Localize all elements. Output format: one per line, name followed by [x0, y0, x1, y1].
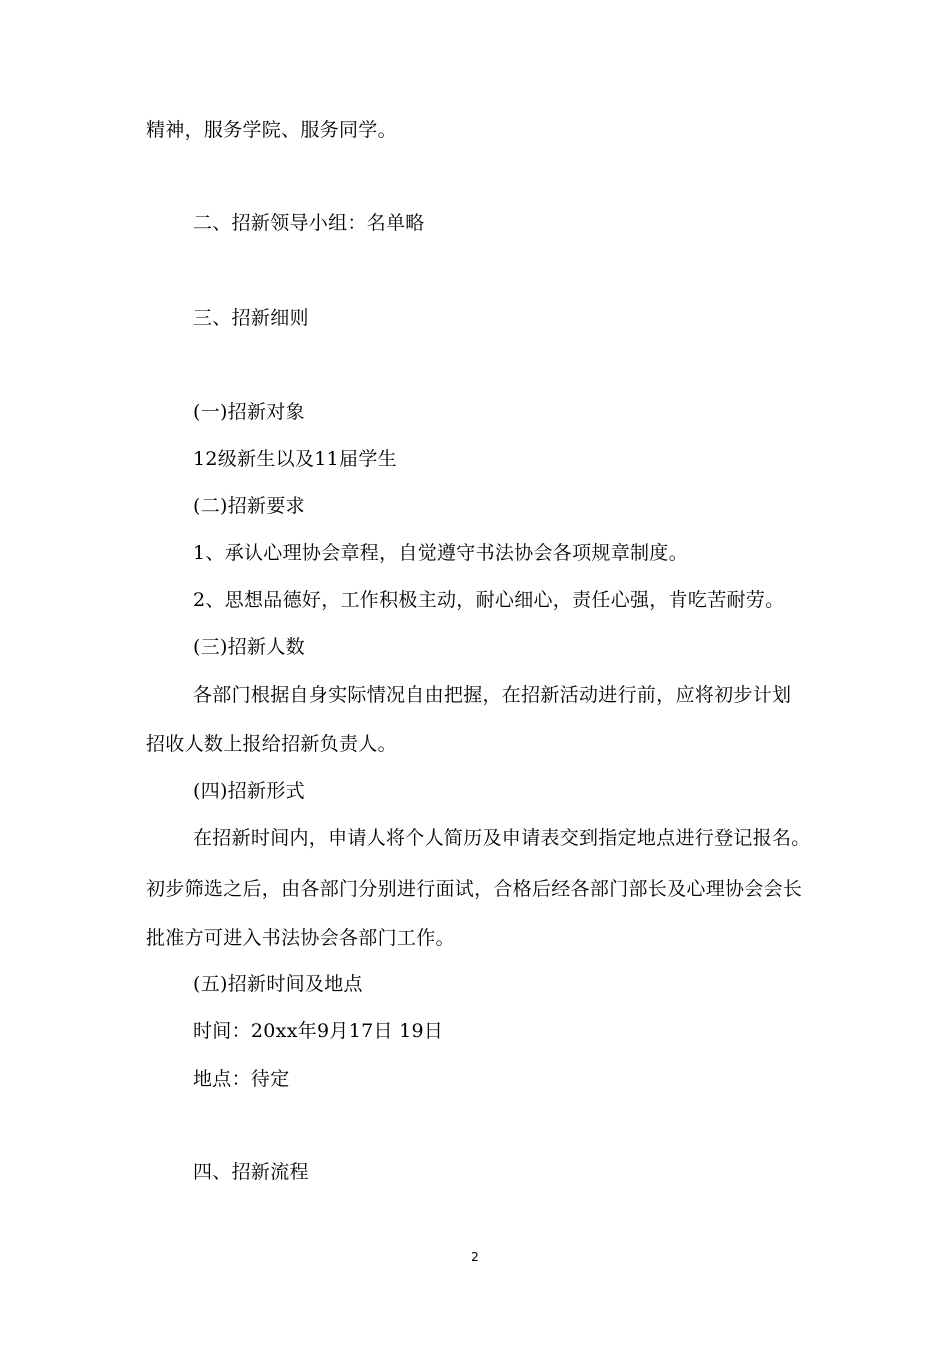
target-text: 12级新生以及11届学生	[193, 448, 397, 470]
paragraph-continuation: 精神，服务学院、服务同学。	[146, 119, 397, 141]
number-text-line-2: 招收人数上报给招新负责人。	[146, 733, 397, 755]
subheading-target: (一)招新对象	[193, 401, 305, 423]
requirement-item-1: 1、承认心理协会章程，自觉遵守书法协会各项规章制度。	[193, 542, 688, 564]
subheading-time-place: (五)招新时间及地点	[193, 973, 363, 995]
subheading-form: (四)招新形式	[193, 780, 305, 802]
form-text-line-2: 初步筛选之后，由各部门分别进行面试，合格后经各部门部长及心理协会会长	[146, 878, 803, 900]
section-heading-process: 四、招新流程	[193, 1161, 309, 1183]
form-text-line-3: 批准方可进入书法协会各部门工作。	[146, 927, 455, 949]
section-heading-rules: 三、招新细则	[193, 307, 309, 329]
requirement-item-2: 2、思想品德好，工作积极主动，耐心细心，责任心强，肯吃苦耐劳。	[193, 589, 785, 611]
number-text-line-1: 各部门根据自身实际情况自由把握，在招新活动进行前，应将初步计划	[193, 684, 792, 706]
time-text: 时间：20xx年9月17日 19日	[193, 1020, 444, 1042]
form-text-line-1: 在招新时间内，申请人将个人简历及申请表交到指定地点进行登记报名。	[193, 827, 811, 849]
place-text: 地点：待定	[193, 1068, 290, 1090]
page-number: 2	[471, 1250, 479, 1264]
section-heading-leadership: 二、招新领导小组：名单略	[193, 212, 425, 234]
subheading-requirements: (二)招新要求	[193, 495, 305, 517]
subheading-number: (三)招新人数	[193, 636, 305, 658]
